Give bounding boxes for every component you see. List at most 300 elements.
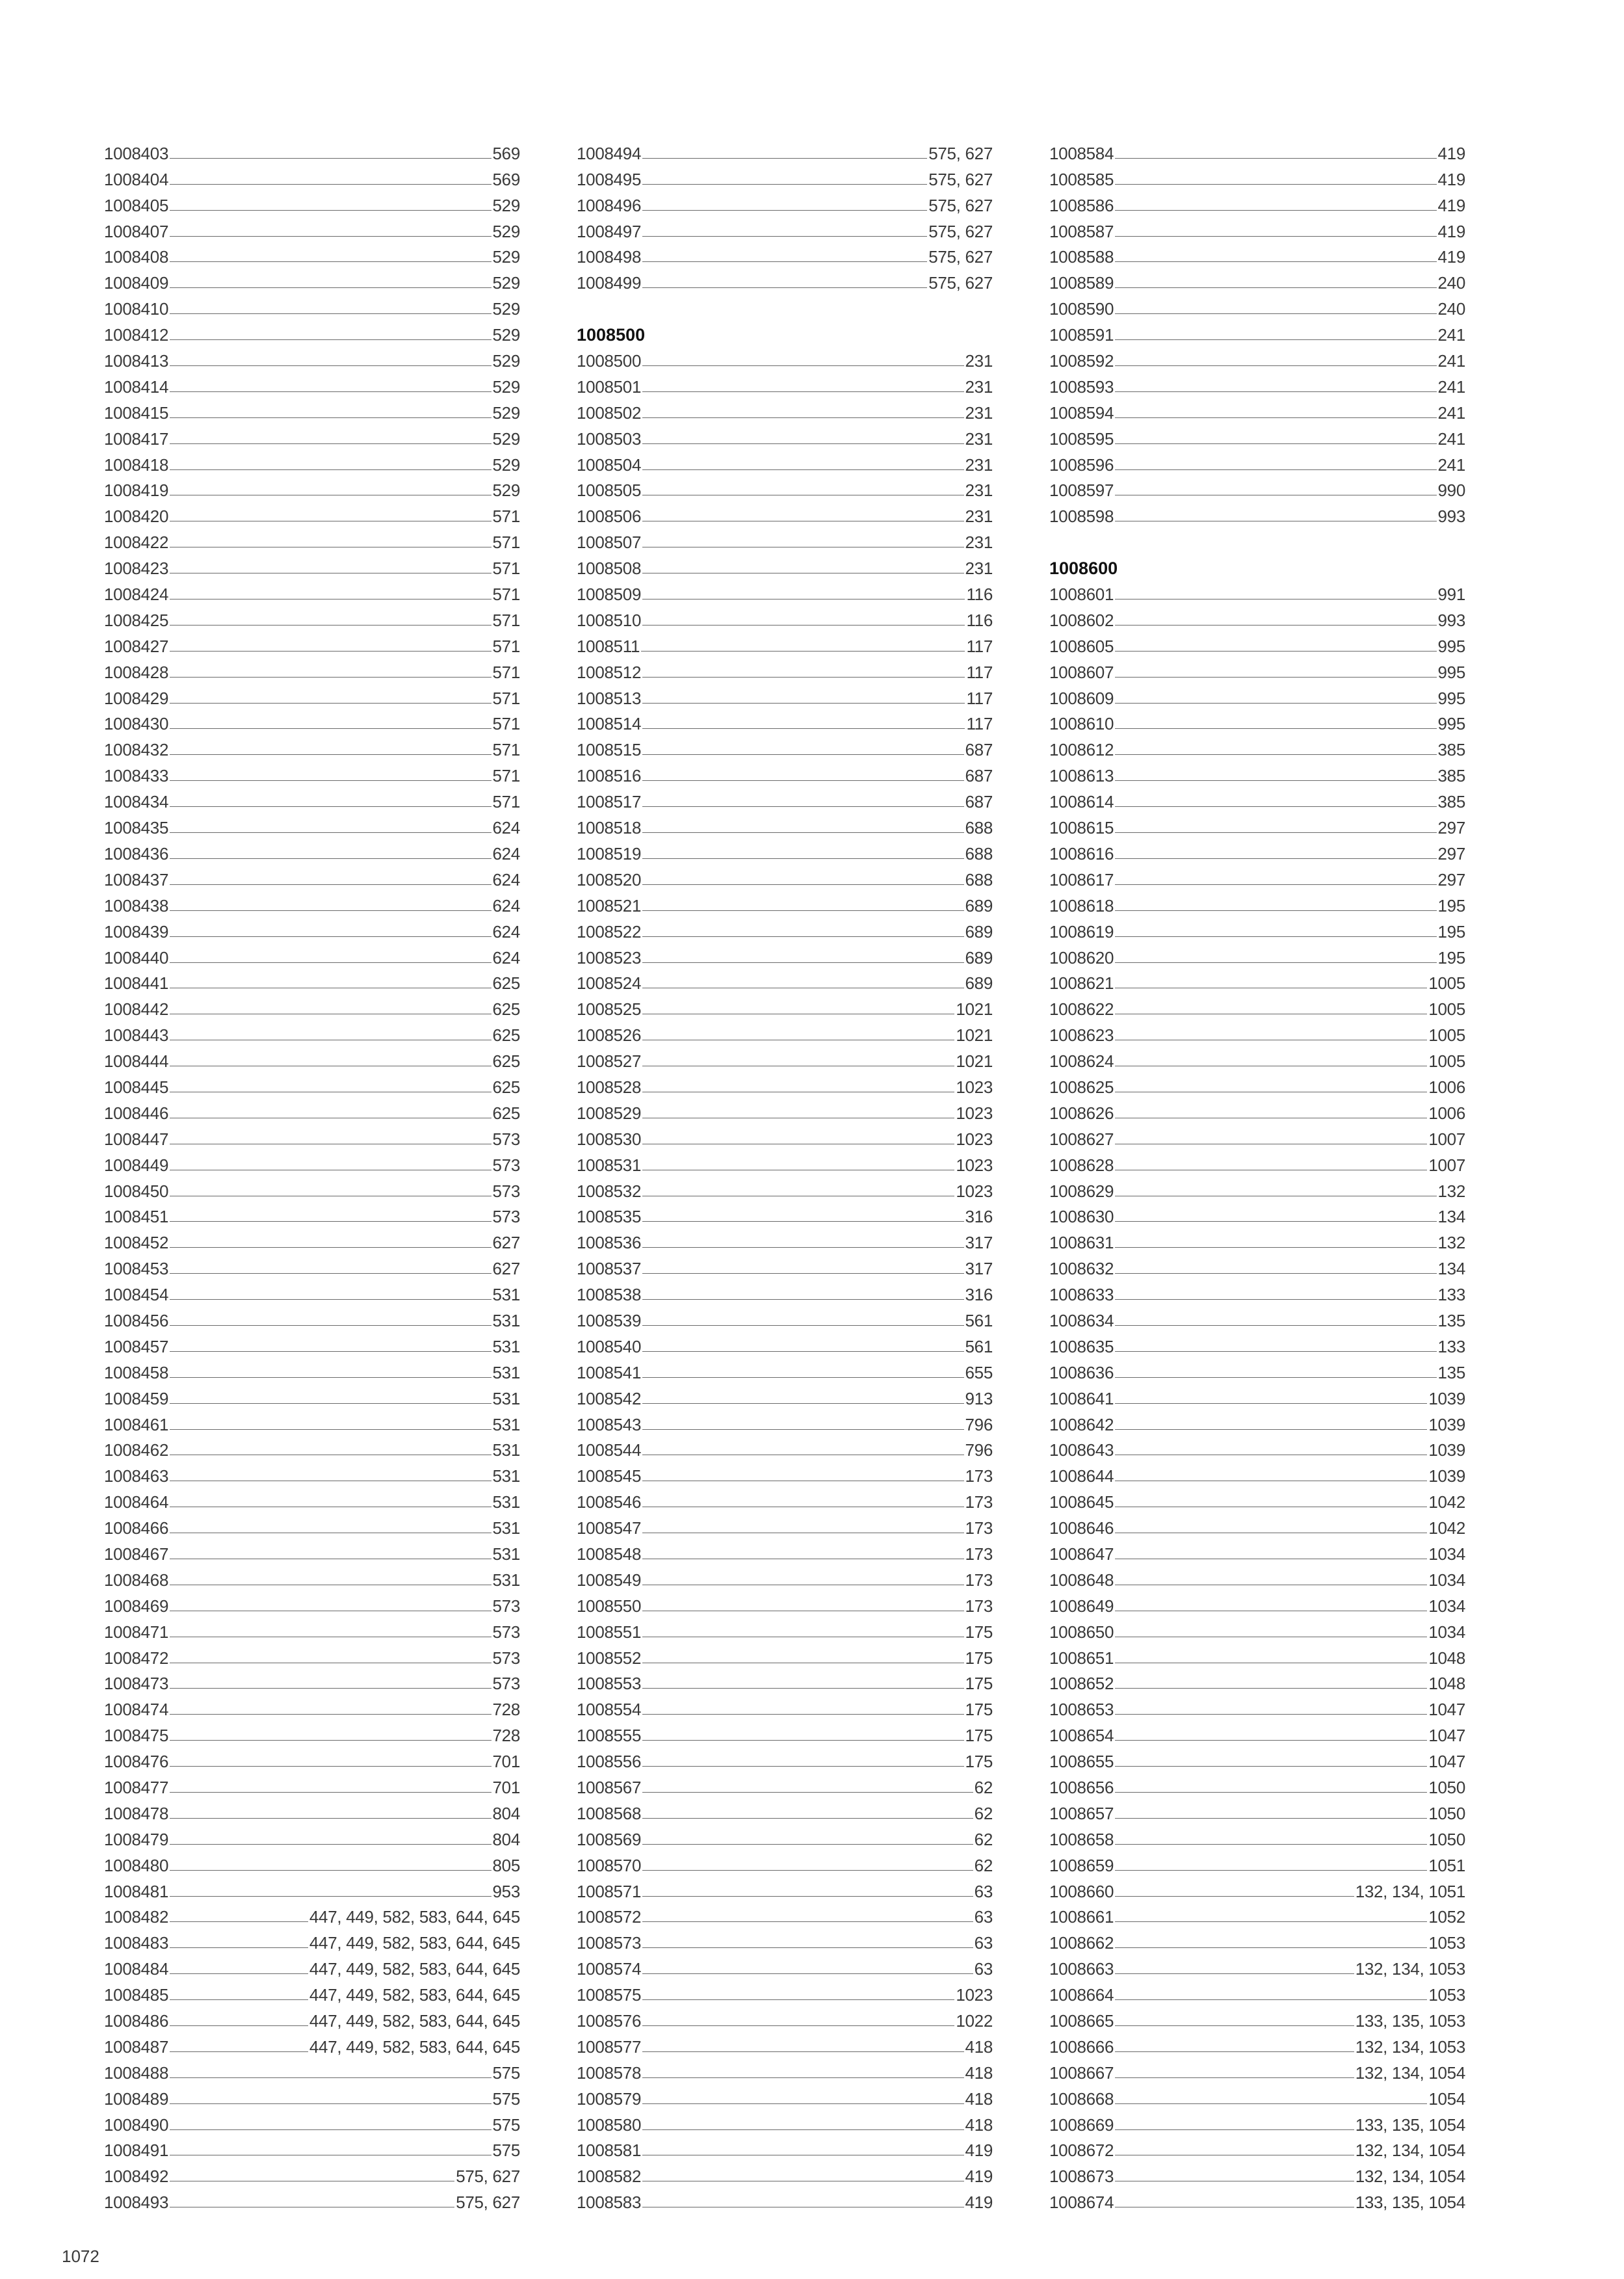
page-reference: 1054 — [1428, 2088, 1465, 2109]
article-number: 1008513 — [577, 688, 642, 708]
page-reference: 624 — [492, 869, 520, 889]
page-reference: 529 — [492, 299, 520, 319]
index-entry — [104, 942, 520, 968]
index-entry — [577, 1201, 993, 1227]
page-reference: 624 — [492, 818, 520, 838]
index-entry — [104, 1512, 520, 1538]
article-number: 1008550 — [577, 1596, 642, 1616]
page-reference: 1023 — [956, 1155, 993, 1175]
leader-line — [642, 1896, 973, 1897]
leader-line — [170, 832, 491, 833]
article-number: 1008577 — [577, 2036, 642, 2057]
article-number: 1008674 — [1049, 2193, 1114, 2213]
article-number: 1008427 — [104, 636, 169, 656]
index-entry — [1049, 189, 1465, 215]
leader-line — [170, 184, 491, 185]
leader-line — [1115, 936, 1436, 937]
index-entry — [1049, 397, 1465, 423]
index-entry — [577, 708, 993, 734]
page-reference: 569 — [492, 169, 520, 189]
article-number: 1008654 — [1049, 1726, 1114, 1746]
leader-line — [1115, 391, 1436, 392]
index-entry — [1049, 682, 1465, 708]
article-number: 1008430 — [104, 714, 169, 734]
article-number: 1008478 — [104, 1803, 169, 1823]
leader-line — [1115, 2051, 1354, 2052]
page-reference: 728 — [492, 1726, 520, 1746]
leader-line — [170, 365, 491, 366]
page-reference: 575, 627 — [928, 273, 993, 293]
index-entry — [104, 968, 520, 994]
index-entry — [1049, 993, 1465, 1019]
index-entry — [577, 2135, 993, 2161]
article-number: 1008520 — [577, 869, 642, 889]
index-entry — [577, 241, 993, 267]
index-entry — [104, 785, 520, 811]
index-entry — [577, 1590, 993, 1616]
index-entry — [1049, 1668, 1465, 1694]
article-number: 1008537 — [577, 1259, 642, 1279]
page-reference: 231 — [965, 559, 993, 579]
index-entry — [1049, 1745, 1465, 1771]
index-entry — [104, 2135, 520, 2161]
article-number: 1008622 — [1049, 999, 1114, 1020]
index-entry — [104, 578, 520, 604]
article-number: 1008440 — [104, 947, 169, 968]
index-entry — [104, 1356, 520, 1382]
leader-line — [170, 651, 491, 652]
article-number: 1008569 — [577, 1829, 642, 1849]
index-entry — [577, 1642, 993, 1668]
article-number: 1008436 — [104, 843, 169, 863]
page-reference: 447, 449, 582, 583, 644, 645 — [309, 1985, 520, 2005]
index-entry — [104, 2083, 520, 2109]
page-reference: 529 — [492, 402, 520, 423]
article-number: 1008531 — [577, 1155, 642, 1175]
page-reference: 689 — [965, 921, 993, 942]
page-reference: 804 — [492, 1803, 520, 1823]
index-entry — [1049, 1252, 1465, 1278]
article-number: 1008408 — [104, 247, 169, 267]
article-number: 1008587 — [1049, 221, 1114, 241]
page-reference: 195 — [1437, 895, 1465, 916]
article-number: 1008650 — [1049, 1622, 1114, 1642]
page-reference: 1051 — [1428, 1855, 1465, 1875]
article-number: 1008482 — [104, 1907, 169, 1927]
leader-line — [1115, 313, 1436, 314]
article-number: 1008567 — [577, 1778, 642, 1797]
article-number: 1008452 — [104, 1233, 169, 1253]
page-reference: 231 — [965, 402, 993, 423]
index-entry — [1049, 1408, 1465, 1434]
article-number: 1008494 — [577, 143, 642, 163]
index-entry — [577, 1616, 993, 1642]
article-number: 1008646 — [1049, 1518, 1114, 1538]
article-number: 1008595 — [1049, 428, 1114, 449]
page-reference: 529 — [492, 325, 520, 345]
page-reference: 133 — [1437, 1336, 1465, 1356]
article-number: 1008551 — [577, 1622, 642, 1642]
index-entry — [577, 1771, 993, 1797]
page-reference: 133, 135, 1054 — [1355, 2114, 1465, 2135]
index-entry — [577, 1278, 993, 1304]
index-entry — [104, 345, 520, 371]
article-number: 1008492 — [104, 2167, 169, 2187]
article-number: 1008507 — [577, 533, 642, 553]
page-reference: 573 — [492, 1207, 520, 1227]
leader-line — [642, 2051, 963, 2052]
article-number: 1008613 — [1049, 766, 1114, 786]
leader-line — [642, 1247, 963, 1248]
page-reference: 571 — [492, 688, 520, 708]
index-entry — [1049, 1045, 1465, 1071]
index-entry — [1049, 1356, 1465, 1382]
leader-line — [1115, 184, 1436, 185]
leader-line — [170, 703, 491, 704]
index-entry — [577, 811, 993, 837]
page-reference: 418 — [965, 2036, 993, 2057]
index-entry — [104, 1460, 520, 1486]
index-entry — [104, 708, 520, 734]
article-number: 1008672 — [1049, 2141, 1114, 2161]
page-reference: 571 — [492, 610, 520, 630]
leader-line — [1115, 2129, 1354, 2130]
page-reference: 1023 — [956, 1181, 993, 1201]
article-number: 1008453 — [104, 1259, 169, 1279]
article-number: 1008472 — [104, 1648, 169, 1668]
article-number: 1008529 — [577, 1103, 642, 1123]
leader-line — [170, 1247, 491, 1248]
page-reference: 531 — [492, 1440, 520, 1460]
article-number: 1008493 — [104, 2193, 169, 2213]
index-entry — [104, 449, 520, 475]
index-entry — [104, 1927, 520, 1953]
index-entry — [577, 189, 993, 215]
page-reference: 529 — [492, 454, 520, 475]
page-reference: 1042 — [1428, 1492, 1465, 1512]
article-number: 1008596 — [1049, 454, 1114, 475]
leader-line — [642, 2103, 963, 2104]
article-number: 1008491 — [104, 2141, 169, 2161]
leader-line — [642, 1714, 963, 1715]
leader-line — [170, 806, 491, 807]
index-entry — [1049, 371, 1465, 397]
index-entry — [104, 863, 520, 889]
leader-line — [1115, 1766, 1427, 1767]
page-reference: 173 — [965, 1492, 993, 1512]
article-number: 1008517 — [577, 792, 642, 812]
page-reference: 624 — [492, 895, 520, 916]
article-number: 1008647 — [1049, 1544, 1114, 1564]
index-entry — [577, 1745, 993, 1771]
page-reference: 575, 627 — [928, 143, 993, 163]
page-reference: 1005 — [1428, 1051, 1465, 1072]
article-number: 1008636 — [1049, 1362, 1114, 1382]
leader-line — [170, 1973, 308, 1974]
leader-line — [642, 2129, 963, 2130]
leader-line — [170, 339, 491, 340]
article-number: 1008498 — [577, 247, 642, 267]
article-number: 1008602 — [1049, 610, 1114, 630]
article-number: 1008614 — [1049, 792, 1114, 812]
page-reference: 1034 — [1428, 1596, 1465, 1616]
article-number: 1008642 — [1049, 1414, 1114, 1434]
article-number: 1008526 — [577, 1025, 642, 1046]
page-reference: 63 — [974, 1907, 993, 1927]
article-number: 1008412 — [104, 325, 169, 345]
index-entry — [577, 785, 993, 811]
index-entry — [1049, 449, 1465, 475]
index-entry — [104, 163, 520, 189]
article-number: 1008508 — [577, 559, 642, 579]
index-entry — [104, 1226, 520, 1252]
article-number: 1008657 — [1049, 1803, 1114, 1823]
article-number: 1008434 — [104, 792, 169, 812]
leader-line — [170, 754, 491, 755]
page-reference: 173 — [965, 1544, 993, 1564]
article-number: 1008593 — [1049, 376, 1114, 397]
leader-line — [1115, 677, 1436, 678]
page-reference: 688 — [965, 818, 993, 838]
page-reference: 571 — [492, 585, 520, 605]
index-entry — [1049, 1823, 1465, 1849]
page-reference: 531 — [492, 1518, 520, 1538]
page-reference: 1048 — [1428, 1674, 1465, 1694]
index-entry — [104, 916, 520, 942]
index-entry — [104, 1408, 520, 1434]
page-reference: 419 — [965, 2167, 993, 2187]
leader-line — [1115, 417, 1436, 418]
article-number: 1008462 — [104, 1440, 169, 1460]
index-entry — [1049, 1434, 1465, 1460]
index-entry — [577, 137, 993, 163]
article-number: 1008594 — [1049, 402, 1114, 423]
page-reference: 297 — [1437, 843, 1465, 863]
article-number: 1008665 — [1049, 2011, 1114, 2031]
page-reference: 1005 — [1428, 973, 1465, 994]
leader-line — [642, 1844, 973, 1845]
leader-line — [170, 1844, 491, 1845]
page-reference: 1039 — [1428, 1466, 1465, 1486]
leader-line — [170, 1792, 491, 1793]
page-reference: 995 — [1437, 688, 1465, 708]
article-number: 1008473 — [104, 1674, 169, 1694]
article-number: 1008502 — [577, 402, 642, 423]
index-entry — [104, 1434, 520, 1460]
index-entry — [104, 993, 520, 1019]
page-reference: 241 — [1437, 402, 1465, 423]
page-reference: 135 — [1437, 1310, 1465, 1330]
index-entry — [1049, 1201, 1465, 1227]
page-reference: 1007 — [1428, 1155, 1465, 1175]
article-number: 1008631 — [1049, 1233, 1114, 1253]
page-reference: 175 — [965, 1700, 993, 1720]
leader-line — [170, 1870, 491, 1871]
page-reference: 625 — [492, 1051, 520, 1072]
page-reference: 132 — [1437, 1233, 1465, 1253]
page-reference: 625 — [492, 1077, 520, 1097]
article-number: 1008628 — [1049, 1155, 1114, 1175]
page-reference: 561 — [965, 1336, 993, 1356]
page-reference: 175 — [965, 1622, 993, 1642]
index-entry — [577, 759, 993, 785]
article-number: 1008516 — [577, 766, 642, 786]
index-entry — [577, 1356, 993, 1382]
index-entry — [577, 837, 993, 863]
leader-line — [170, 2103, 491, 2104]
article-number: 1008536 — [577, 1233, 642, 1253]
article-number: 1008616 — [1049, 843, 1114, 863]
article-number: 1008477 — [104, 1778, 169, 1797]
leader-line — [642, 910, 963, 911]
article-number: 1008496 — [577, 195, 642, 215]
article-number: 1008542 — [577, 1388, 642, 1408]
page-reference: 571 — [492, 507, 520, 527]
article-number: 1008582 — [577, 2167, 642, 2187]
page-reference: 531 — [492, 1570, 520, 1590]
leader-line — [1115, 651, 1436, 652]
page-reference: 573 — [492, 1674, 520, 1694]
index-entry — [1049, 1771, 1465, 1797]
page-reference: 447, 449, 582, 583, 644, 645 — [309, 2036, 520, 2057]
index-entry — [1049, 837, 1465, 863]
page-reference: 117 — [966, 636, 993, 656]
leader-line — [170, 236, 491, 237]
index-entry — [577, 2109, 993, 2135]
article-number: 1008607 — [1049, 662, 1114, 682]
page-reference: 1034 — [1428, 1544, 1465, 1564]
index-entry — [104, 526, 520, 552]
index-entry — [577, 1149, 993, 1175]
article-number: 1008503 — [577, 428, 642, 449]
leader-line — [642, 210, 927, 211]
page-reference: 689 — [965, 947, 993, 968]
page-reference: 571 — [492, 740, 520, 760]
index-entry — [1049, 604, 1465, 630]
leader-line — [170, 469, 491, 470]
page-reference: 625 — [492, 1025, 520, 1046]
article-number: 1008666 — [1049, 2036, 1114, 2057]
article-number: 1008580 — [577, 2114, 642, 2135]
page-reference: 796 — [965, 1414, 993, 1434]
index-entry — [104, 1382, 520, 1408]
index-entry — [577, 475, 993, 501]
page-reference: 385 — [1437, 740, 1465, 760]
page-reference: 418 — [965, 2062, 993, 2083]
page-reference: 418 — [965, 2088, 993, 2109]
leader-line — [170, 2025, 308, 2026]
page-number: 1072 — [62, 2246, 99, 2266]
article-number: 1008447 — [104, 1129, 169, 1149]
leader-line — [642, 443, 963, 444]
article-number: 1008549 — [577, 1570, 642, 1590]
leader-line — [170, 391, 491, 392]
page-reference: 447, 449, 582, 583, 644, 645 — [309, 1907, 520, 1927]
page-reference: 175 — [965, 1648, 993, 1668]
article-number: 1008495 — [577, 169, 642, 189]
page-reference: 175 — [965, 1674, 993, 1694]
page-reference: 529 — [492, 221, 520, 241]
article-number: 1008512 — [577, 662, 642, 682]
index-entry — [1049, 319, 1465, 345]
index-entry — [1049, 475, 1465, 501]
page-reference: 1047 — [1428, 1700, 1465, 1720]
page-reference: 1050 — [1428, 1778, 1465, 1797]
page-reference: 993 — [1437, 610, 1465, 630]
leader-line — [170, 313, 491, 314]
leader-line — [1115, 1403, 1427, 1404]
page-reference: 624 — [492, 921, 520, 942]
article-number: 1008590 — [1049, 299, 1114, 319]
leader-line — [642, 936, 963, 937]
index-entry — [577, 1226, 993, 1252]
page-reference: 385 — [1437, 792, 1465, 812]
index-entry — [1049, 500, 1465, 526]
index-entry — [104, 1149, 520, 1175]
leader-line — [642, 858, 963, 859]
article-number: 1008629 — [1049, 1181, 1114, 1201]
page-reference: 116 — [966, 610, 993, 630]
leader-line — [642, 754, 963, 755]
index-entry — [1049, 968, 1465, 994]
page-reference: 317 — [965, 1233, 993, 1253]
article-number: 1008432 — [104, 740, 169, 760]
index-entry — [1049, 1382, 1465, 1408]
leader-line — [170, 1429, 491, 1430]
index-entry — [577, 1538, 993, 1564]
article-number: 1008475 — [104, 1726, 169, 1746]
index-entry — [577, 552, 993, 578]
index-entry — [1049, 811, 1465, 837]
article-number: 1008571 — [577, 1881, 642, 1901]
page-reference: 953 — [492, 1881, 520, 1901]
article-number: 1008417 — [104, 428, 169, 449]
leader-line — [170, 1714, 491, 1715]
page-reference: 62 — [974, 1855, 993, 1875]
leader-line — [1115, 2077, 1354, 2078]
index-entry — [104, 1538, 520, 1564]
index-entry — [1049, 1512, 1465, 1538]
page-reference: 1005 — [1428, 1025, 1465, 1046]
index-entry — [1049, 163, 1465, 189]
article-number: 1008454 — [104, 1285, 169, 1305]
article-number: 1008419 — [104, 481, 169, 501]
article-number: 1008403 — [104, 143, 169, 163]
index-entry — [1049, 1953, 1465, 1979]
leader-line — [1115, 1688, 1427, 1689]
leader-line — [642, 1429, 963, 1430]
page-reference: 231 — [965, 507, 993, 527]
page-reference: 575, 627 — [928, 221, 993, 241]
article-number: 1008584 — [1049, 143, 1114, 163]
article-number: 1008579 — [577, 2088, 642, 2109]
article-number: 1008658 — [1049, 1829, 1114, 1849]
index-entry — [104, 1097, 520, 1123]
leader-line — [1115, 1351, 1436, 1352]
leader-line — [170, 443, 491, 444]
article-number: 1008484 — [104, 1959, 169, 1979]
page-reference: 531 — [492, 1336, 520, 1356]
article-number: 1008450 — [104, 1181, 169, 1201]
article-number: 1008588 — [1049, 247, 1114, 267]
page-reference: 117 — [966, 662, 993, 682]
index-entry — [104, 2109, 520, 2135]
index-entry — [1049, 241, 1465, 267]
leader-line — [1115, 443, 1436, 444]
page-reference: 701 — [492, 1752, 520, 1772]
article-number: 1008479 — [104, 1829, 169, 1849]
article-number: 1008535 — [577, 1207, 642, 1227]
